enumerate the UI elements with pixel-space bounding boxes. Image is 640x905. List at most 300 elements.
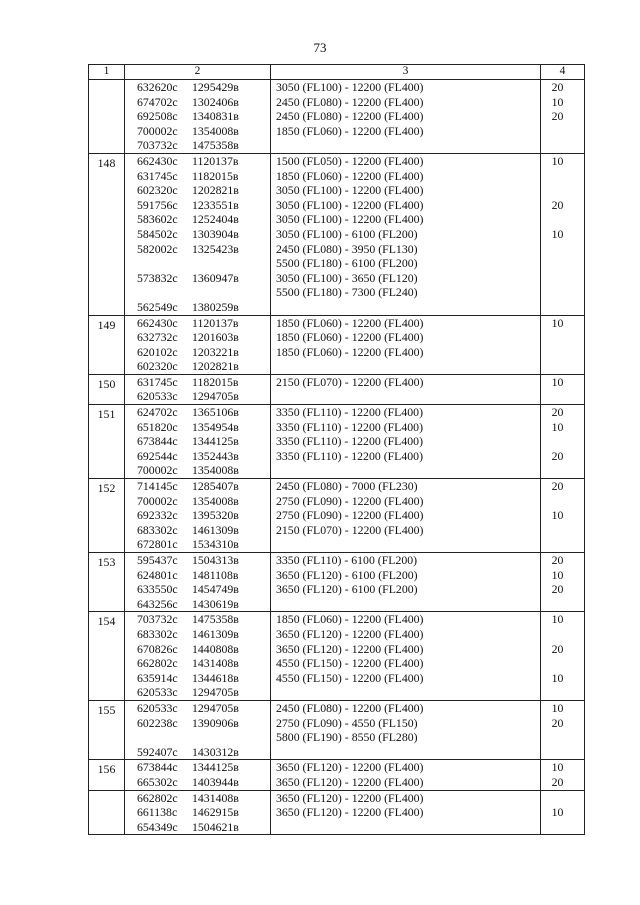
- coordinates-cell: [125, 374, 271, 404]
- longitude-value: 1252404в: [192, 212, 239, 227]
- latitude-value: 662802с: [137, 656, 178, 671]
- route-number-cell: 151: [89, 405, 125, 479]
- longitude-value: 1395320в: [192, 508, 239, 523]
- latitude-value: 632732с: [137, 330, 178, 345]
- latitude-value: 692508с: [137, 109, 178, 124]
- altitude-range: [276, 389, 540, 404]
- coordinate-line: [137, 716, 270, 731]
- route-number-cell: 150: [89, 374, 125, 404]
- altitude-range: 3050 (FL100) - 12200 (FL400): [276, 197, 424, 212]
- coordinate-line: [137, 685, 270, 700]
- latitude-value: 643256с: [137, 596, 178, 611]
- coordinate-line: [137, 568, 270, 583]
- longitude-value: 1475358в: [192, 612, 239, 627]
- coordinate-line: [137, 805, 270, 820]
- coordinate-line: [137, 791, 270, 806]
- latitude-value: 562549с: [137, 299, 178, 314]
- altitude-range: 2150 (FL070) - 12200 (FL400): [276, 522, 424, 537]
- longitude-value: 1354008в: [192, 463, 239, 478]
- route-number-cell: 156: [89, 760, 125, 790]
- value-entry: 10: [551, 700, 564, 715]
- table-header: [89, 65, 585, 80]
- coordinate-line: [137, 420, 270, 435]
- airspace-table: [88, 64, 585, 835]
- value-entry: 20: [551, 405, 564, 420]
- coordinate-line: [137, 389, 270, 404]
- altitude-range: 2750 (FL090) - 12200 (FL400): [276, 508, 424, 523]
- altitude-range: [276, 597, 540, 612]
- longitude-value: 1403944в: [192, 774, 239, 789]
- altitude-range: [276, 537, 540, 552]
- latitude-value: 662802с: [137, 790, 178, 805]
- altitude-range: 3050 (FL100) - 3650 (FL120): [276, 270, 418, 285]
- table-row: [89, 790, 585, 835]
- coordinate-line: [137, 730, 270, 745]
- latitude-value: 714145с: [137, 479, 178, 494]
- coordinate-line: [137, 405, 270, 420]
- longitude-value: 1354008в: [192, 493, 239, 508]
- value-cell: [541, 760, 585, 790]
- latitude-value: 700002с: [137, 463, 178, 478]
- coordinate-line: [137, 508, 270, 523]
- altitude-range: 3650 (FL120) - 6100 (FL200): [276, 582, 418, 597]
- longitude-value: 1430619в: [192, 596, 239, 611]
- value-entry: [541, 256, 574, 271]
- longitude-value: 1325423в: [192, 241, 239, 256]
- value-cell: [541, 405, 585, 479]
- coordinate-line: [137, 479, 270, 494]
- value-entry: 20: [551, 715, 564, 730]
- coordinate-line: [137, 760, 270, 775]
- latitude-value: 582002с: [137, 241, 178, 256]
- value-entry: 10: [551, 805, 564, 820]
- coordinate-line: [137, 582, 270, 597]
- altitude-range: 1850 (FL060) - 12200 (FL400): [276, 330, 424, 345]
- altitude-range: 2150 (FL070) - 12200 (FL400): [276, 374, 424, 389]
- value-entry: [541, 730, 574, 745]
- longitude-value: 1431408в: [192, 656, 239, 671]
- value-entry: 10: [551, 760, 564, 775]
- coordinate-line: [137, 537, 270, 552]
- coordinate-line: [137, 642, 270, 657]
- altitude-range-cell: [271, 790, 541, 835]
- coordinate-line: [137, 183, 270, 198]
- longitude-value: 1504621в: [192, 819, 239, 834]
- longitude-value: 1202821в: [192, 359, 239, 374]
- coordinate-line: [137, 671, 270, 686]
- altitude-range: 3650 (FL120) - 12200 (FL400): [276, 641, 424, 656]
- coordinates-cell: [125, 315, 271, 374]
- altitude-range: 4550 (FL150) - 12200 (FL400): [276, 670, 424, 685]
- value-entry: [541, 685, 574, 700]
- value-cell: [541, 374, 585, 404]
- latitude-value: 703732с: [137, 612, 178, 627]
- coordinate-line: [137, 198, 270, 213]
- coordinate-line: [137, 775, 270, 790]
- coordinate-line: [137, 449, 270, 464]
- value-entry: 20: [551, 641, 564, 656]
- altitude-range: 1500 (FL050) - 12200 (FL400): [276, 153, 424, 168]
- latitude-value: 700002с: [137, 123, 178, 138]
- value-entry: 10: [551, 94, 564, 109]
- longitude-value: 1440808в: [192, 641, 239, 656]
- longitude-value: 1233551в: [192, 197, 239, 212]
- latitude-value: 683302с: [137, 626, 178, 641]
- coordinate-line: [137, 553, 270, 568]
- longitude-value: 1454749в: [192, 582, 239, 597]
- latitude-value: 583602с: [137, 212, 178, 227]
- route-number-cell: 153: [89, 553, 125, 612]
- altitude-range-cell: [271, 612, 541, 701]
- altitude-range: 3050 (FL100) - 12200 (FL400): [276, 80, 424, 94]
- value-entry: [541, 597, 574, 612]
- latitude-value: 635914с: [137, 670, 178, 685]
- value-entry: [541, 138, 574, 153]
- table-row: [89, 479, 585, 553]
- coordinate-line: [137, 154, 270, 169]
- latitude-value: 672801с: [137, 537, 178, 552]
- coordinates-cell: [125, 700, 271, 759]
- latitude-value: 662430с: [137, 315, 178, 330]
- value-entry: [541, 300, 574, 315]
- value-entry: 10: [551, 567, 564, 582]
- route-number-cell: 149: [89, 315, 125, 374]
- longitude-value: 1365106в: [192, 405, 239, 420]
- altitude-range: 5500 (FL180) - 6100 (FL200): [276, 256, 418, 271]
- longitude-value: 1294705в: [192, 685, 239, 700]
- coordinate-line: [137, 745, 270, 760]
- altitude-range: 3650 (FL120) - 12200 (FL400): [276, 760, 424, 775]
- value-entry: [541, 271, 574, 286]
- longitude-value: 1294705в: [192, 389, 239, 404]
- value-entry: [541, 242, 574, 257]
- altitude-range: 1850 (FL060) - 12200 (FL400): [276, 168, 424, 183]
- latitude-value: 700002с: [137, 493, 178, 508]
- coordinate-line: [137, 124, 270, 139]
- coordinate-line: [137, 285, 270, 300]
- longitude-value: 1352443в: [192, 448, 239, 463]
- longitude-value: 1430312в: [192, 744, 239, 759]
- value-entry: [541, 183, 574, 198]
- table-row: [89, 80, 585, 154]
- value-entry: [541, 285, 574, 300]
- coordinate-line: [137, 80, 270, 95]
- altitude-range: 3350 (FL110) - 6100 (FL200): [276, 553, 418, 567]
- value-entry: 20: [551, 479, 564, 494]
- coordinates-cell: [125, 553, 271, 612]
- altitude-range: [276, 745, 540, 760]
- table-row: [89, 315, 585, 374]
- altitude-range: [276, 359, 540, 374]
- longitude-value: 1295429в: [192, 80, 239, 94]
- coordinate-line: [137, 627, 270, 642]
- coordinate-line: [137, 612, 270, 627]
- altitude-range: 3050 (FL100) - 6100 (FL200): [276, 226, 418, 241]
- value-entry: [541, 494, 574, 509]
- altitude-range: 1850 (FL060) - 12200 (FL400): [276, 315, 424, 330]
- value-entry: 10: [551, 670, 564, 685]
- latitude-value: 620102с: [137, 344, 178, 359]
- header-col-2: 2: [125, 65, 271, 80]
- value-entry: [541, 359, 574, 374]
- value-cell: [541, 553, 585, 612]
- coordinate-line: [137, 656, 270, 671]
- altitude-range: 3050 (FL100) - 12200 (FL400): [276, 183, 424, 198]
- coordinate-line: [137, 138, 270, 153]
- value-entry: [541, 330, 574, 345]
- altitude-range: 3650 (FL120) - 12200 (FL400): [276, 805, 424, 820]
- altitude-range: 2750 (FL090) - 12200 (FL400): [276, 493, 424, 508]
- value-entry: [541, 537, 574, 552]
- latitude-value: 602238с: [137, 715, 178, 730]
- table-row: [89, 612, 585, 701]
- longitude-value: 1344125в: [192, 760, 239, 775]
- coordinate-line: [137, 95, 270, 110]
- table-row: [89, 700, 585, 759]
- coordinate-line: [137, 316, 270, 331]
- longitude-value: 1360947в: [192, 270, 239, 285]
- value-entry: 20: [551, 109, 564, 124]
- value-entry: 20: [551, 197, 564, 212]
- value-cell: [541, 790, 585, 835]
- table-row: [89, 374, 585, 404]
- altitude-range: 3350 (FL110) - 12200 (FL400): [276, 448, 424, 463]
- route-number-cell: [89, 80, 125, 154]
- latitude-value: 591756с: [137, 197, 178, 212]
- header-col-3: 3: [271, 65, 541, 80]
- coordinate-line: [137, 242, 270, 257]
- coordinates-cell: [125, 153, 271, 315]
- altitude-range: 2450 (FL080) - 12200 (FL400): [276, 94, 424, 109]
- coordinate-line: [137, 169, 270, 184]
- longitude-value: 1534310в: [192, 537, 239, 552]
- longitude-value: 1203221в: [192, 344, 239, 359]
- coordinates-cell: [125, 760, 271, 790]
- latitude-value: 624702с: [137, 405, 178, 420]
- value-entry: 10: [551, 226, 564, 241]
- value-cell: [541, 479, 585, 553]
- longitude-value: 1294705в: [192, 700, 239, 715]
- altitude-range: [276, 300, 540, 315]
- value-entry: [541, 389, 574, 404]
- value-cell: [541, 315, 585, 374]
- altitude-range-cell: [271, 479, 541, 553]
- longitude-value: 1461309в: [192, 522, 239, 537]
- latitude-value: 633550с: [137, 582, 178, 597]
- latitude-value: 703732с: [137, 138, 178, 153]
- value-cell: [541, 80, 585, 154]
- longitude-value: 1481108в: [192, 567, 239, 582]
- route-number-cell: 155: [89, 700, 125, 759]
- coordinate-line: [137, 227, 270, 242]
- longitude-value: 1390906в: [192, 715, 239, 730]
- value-entry: 10: [551, 612, 564, 627]
- altitude-range: 1850 (FL060) - 12200 (FL400): [276, 612, 424, 627]
- altitude-range: [276, 820, 540, 835]
- coordinate-line: [137, 820, 270, 835]
- value-entry: 10: [551, 508, 564, 523]
- header-col-4: 4: [541, 65, 585, 80]
- latitude-value: 692332с: [137, 508, 178, 523]
- altitude-range: 3350 (FL110) - 12200 (FL400): [276, 405, 424, 420]
- altitude-range: 3350 (FL110) - 12200 (FL400): [276, 419, 424, 434]
- table-body: [89, 80, 585, 835]
- coordinates-cell: [125, 479, 271, 553]
- latitude-value: 595437с: [137, 553, 178, 567]
- coordinate-line: [137, 109, 270, 124]
- longitude-value: 1120137в: [192, 315, 239, 330]
- altitude-range: 2450 (FL080) - 12200 (FL400): [276, 109, 424, 124]
- altitude-range: 1850 (FL060) - 12200 (FL400): [276, 344, 424, 359]
- value-cell: [541, 612, 585, 701]
- value-entry: 20: [551, 553, 564, 567]
- latitude-value: 620533с: [137, 685, 178, 700]
- longitude-value: 1340831в: [192, 109, 239, 124]
- coordinate-line: [137, 375, 270, 390]
- coordinate-line: [137, 359, 270, 374]
- value-entry: [541, 345, 574, 360]
- altitude-range: 3650 (FL120) - 6100 (FL200): [276, 567, 418, 582]
- altitude-range: [276, 685, 540, 700]
- longitude-value: 1182015в: [192, 374, 239, 389]
- value-entry: 20: [551, 582, 564, 597]
- longitude-value: 1182015в: [192, 168, 239, 183]
- longitude-value: 1461309в: [192, 626, 239, 641]
- value-entry: 10: [551, 315, 564, 330]
- table-row: [89, 405, 585, 479]
- value-entry: [541, 523, 574, 538]
- route-number-cell: 148: [89, 153, 125, 315]
- longitude-value: 1303904в: [192, 226, 239, 241]
- coordinates-cell: [125, 80, 271, 154]
- coordinate-line: [137, 256, 270, 271]
- altitude-range-cell: [271, 405, 541, 479]
- altitude-range: 3650 (FL120) - 12200 (FL400): [276, 790, 424, 805]
- value-entry: [541, 656, 574, 671]
- value-entry: 20: [551, 80, 564, 94]
- altitude-range: 3650 (FL120) - 12200 (FL400): [276, 774, 424, 789]
- latitude-value: 602320с: [137, 359, 178, 374]
- value-entry: 10: [551, 153, 564, 168]
- longitude-value: 1202821в: [192, 183, 239, 198]
- altitude-range: 5500 (FL180) - 7300 (FL240): [276, 285, 418, 300]
- longitude-value: 1344125в: [192, 434, 239, 449]
- table-row: [89, 153, 585, 315]
- route-number-cell: [89, 790, 125, 835]
- latitude-value: 661138с: [137, 805, 178, 820]
- table-row: [89, 760, 585, 790]
- latitude-value: 573832с: [137, 270, 178, 285]
- value-cell: [541, 153, 585, 315]
- coordinate-line: [137, 523, 270, 538]
- coordinate-line: [137, 330, 270, 345]
- altitude-range-cell: [271, 153, 541, 315]
- longitude-value: 1475358в: [192, 138, 239, 153]
- longitude-value: 1504313в: [192, 553, 239, 567]
- altitude-range-cell: [271, 80, 541, 154]
- value-entry: [541, 124, 574, 139]
- coordinates-cell: [125, 790, 271, 835]
- latitude-value: 654349с: [137, 819, 178, 834]
- latitude-value: 651820с: [137, 419, 178, 434]
- altitude-range: 3650 (FL120) - 12200 (FL400): [276, 626, 424, 641]
- latitude-value: 620533с: [137, 700, 178, 715]
- altitude-range: 4550 (FL150) - 12200 (FL400): [276, 656, 424, 671]
- latitude-value: 665302с: [137, 774, 178, 789]
- page-number: 73: [313, 40, 327, 55]
- coordinate-line: [137, 434, 270, 449]
- coordinate-line: [137, 701, 270, 716]
- value-entry: 20: [551, 448, 564, 463]
- value-entry: 20: [551, 774, 564, 789]
- table-row: [89, 553, 585, 612]
- latitude-value: 632620с: [137, 80, 178, 94]
- altitude-range-cell: [271, 700, 541, 759]
- altitude-range: 2750 (FL090) - 4550 (FL150): [276, 715, 418, 730]
- longitude-value: 1302406в: [192, 94, 239, 109]
- value-entry: [541, 434, 574, 449]
- longitude-value: 1285407в: [192, 479, 239, 494]
- latitude-value: 673844с: [137, 434, 178, 449]
- coordinates-cell: [125, 405, 271, 479]
- latitude-value: 624801с: [137, 567, 178, 582]
- latitude-value: 674702с: [137, 94, 178, 109]
- coordinate-line: [137, 271, 270, 286]
- coordinate-line: [137, 345, 270, 360]
- header-row: [89, 65, 585, 80]
- value-entry: [541, 745, 574, 760]
- latitude-value: 683302с: [137, 522, 178, 537]
- value-entry: [541, 791, 574, 806]
- longitude-value: 1462915в: [192, 805, 239, 820]
- latitude-value: 631745с: [137, 374, 178, 389]
- latitude-value: 592407с: [137, 744, 178, 759]
- longitude-value: 1431408в: [192, 790, 239, 805]
- value-entry: [541, 627, 574, 642]
- value-entry: [541, 463, 574, 478]
- altitude-range: 5800 (FL190) - 8550 (FL280): [276, 730, 418, 745]
- altitude-range: 3050 (FL100) - 12200 (FL400): [276, 212, 424, 227]
- value-cell: [541, 700, 585, 759]
- latitude-value: 602320с: [137, 183, 178, 198]
- altitude-range: 1850 (FL060) - 12200 (FL400): [276, 123, 424, 138]
- latitude-value: 692544с: [137, 448, 178, 463]
- altitude-range: [276, 463, 540, 478]
- value-entry: 10: [551, 419, 564, 434]
- altitude-range-cell: [271, 553, 541, 612]
- coordinate-line: [137, 494, 270, 509]
- longitude-value: 1120137в: [192, 153, 239, 168]
- altitude-range-cell: [271, 315, 541, 374]
- altitude-range: 2450 (FL080) - 12200 (FL400): [276, 700, 424, 715]
- latitude-value: 673844с: [137, 760, 178, 775]
- value-entry: [541, 820, 574, 835]
- route-number-cell: 154: [89, 612, 125, 701]
- coordinate-line: [137, 212, 270, 227]
- value-entry: [541, 212, 574, 227]
- altitude-range-cell: [271, 760, 541, 790]
- latitude-value: 584502с: [137, 226, 178, 241]
- altitude-range: 2450 (FL080) - 3950 (FL130): [276, 241, 418, 256]
- route-number-cell: 152: [89, 479, 125, 553]
- altitude-range: 3350 (FL110) - 12200 (FL400): [276, 434, 424, 449]
- longitude-value: 1354008в: [192, 123, 239, 138]
- value-entry: 10: [551, 374, 564, 389]
- coordinate-line: [137, 597, 270, 612]
- altitude-range: 2450 (FL080) - 7000 (FL230): [276, 479, 418, 494]
- coordinates-cell: [125, 612, 271, 701]
- coordinate-line: [137, 463, 270, 478]
